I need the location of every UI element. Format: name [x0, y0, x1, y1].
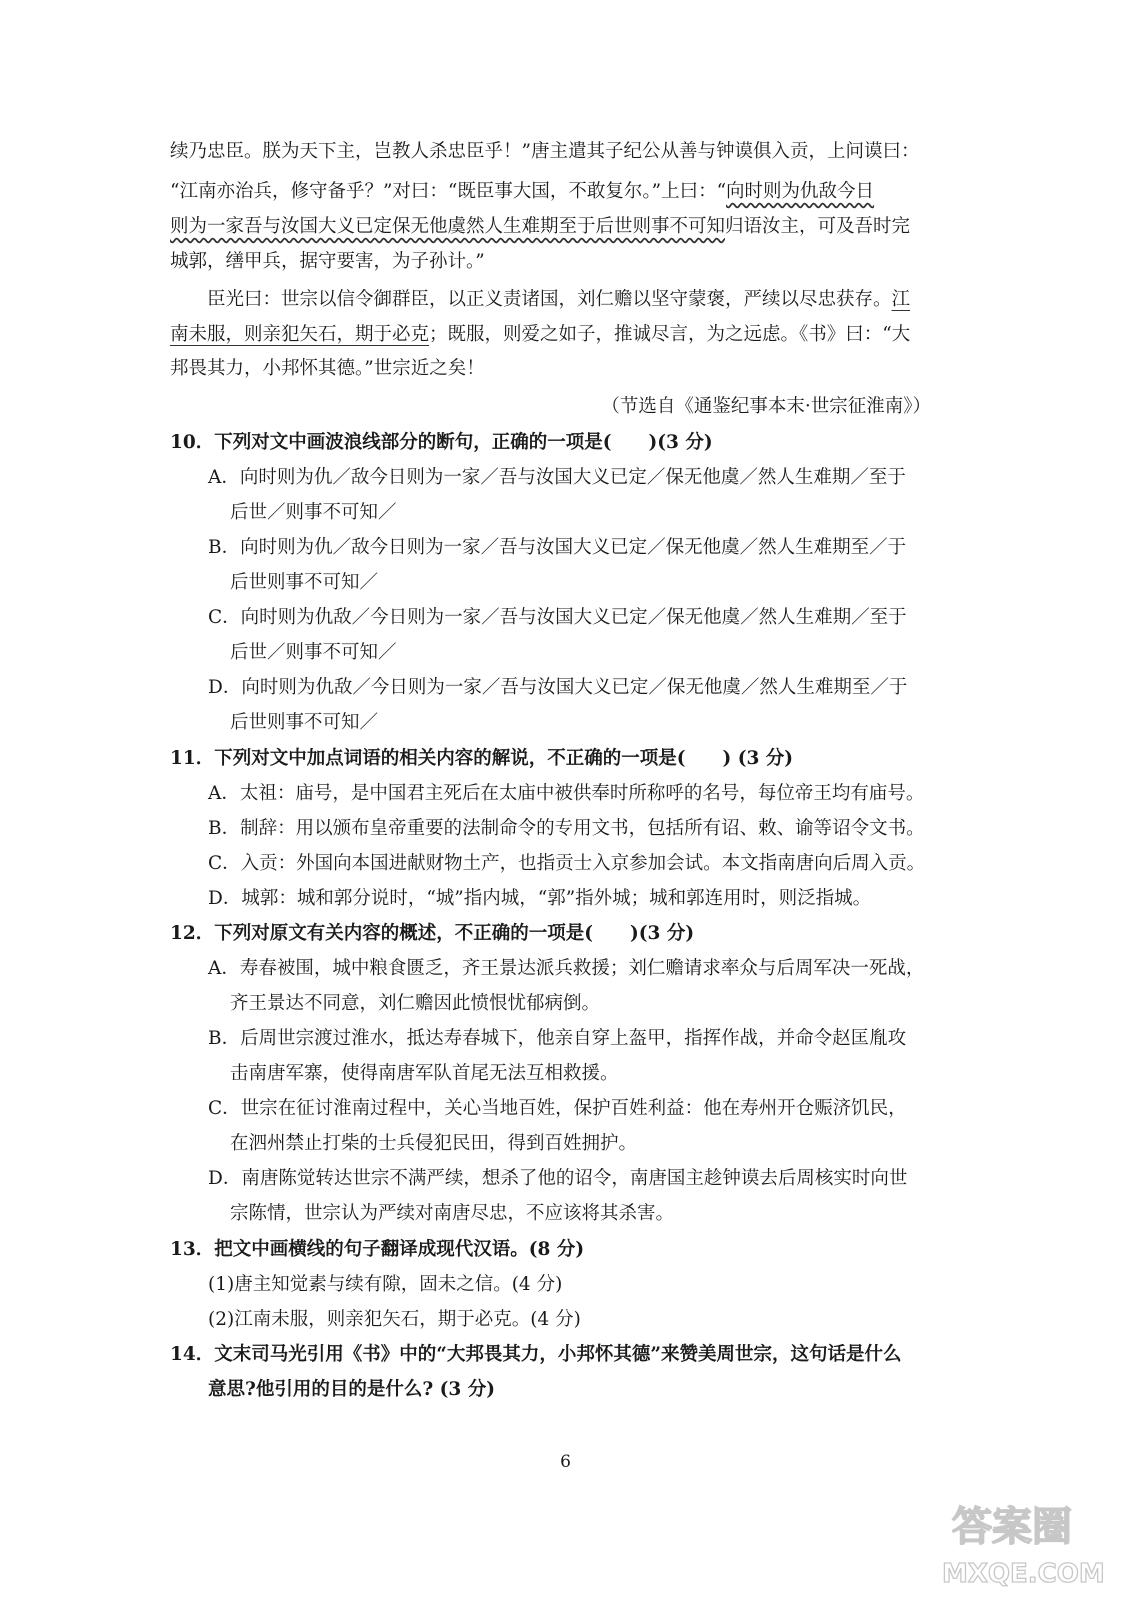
- q13-sentence-1: (1)唐主知觉素与续有隙，固未之信。(4 分): [208, 1274, 563, 1295]
- question-11-stem: 11．下列对文中加点词语的相关内容的解说，不正确的一项是( ) (3 分): [170, 748, 794, 769]
- q13-sentence-2: (2)江南未服，则亲犯矢石，期于必克。(4 分): [208, 1309, 581, 1330]
- passage-line-1: 续乃忠臣。朕为天下主，岂教人杀忠臣乎！”唐主遣其子纪公从善与钟谟俱入贡，上问谟曰：: [170, 141, 920, 162]
- q12-option-c-cont: 在泗州禁止打柴的士兵侵犯民田，得到百姓拥护。: [230, 1133, 638, 1154]
- passage-line-2-text: “江南亦治兵，修守备乎？”对曰：“既臣事大国，不敢复尔。”上曰：“: [170, 181, 727, 202]
- q12-option-d: D．南唐陈觉转达世宗不满严续，想杀了他的诏令，南唐国主趁钟谟去后周核实时向世: [208, 1168, 908, 1189]
- commentary-line-3: 邦畏其力，小邦怀其德。”世宗近之矣！: [170, 358, 485, 379]
- q10-option-c-cont: 后世／则事不可知／: [230, 642, 397, 663]
- q11-option-c: C．入贡：外国向本国进献财物土产，也指贡士入京参加会试。本文指南唐向后周入贡。: [208, 853, 926, 874]
- passage-line-2: [170, 177, 874, 203]
- commentary-line-2-text: ；既服，则爱之如子，推诚尽言，为之远虑。《书》曰：“大: [429, 324, 911, 345]
- wavy-underlined-segment-1: 向时则为仇敌今日: [726, 181, 875, 202]
- wavy-underlined-segment-2: 则为一家吾与汝国大义已定保无他虞然人生难期至于后世则事不可知: [170, 216, 726, 237]
- q11-option-d: D．城郭：城和郭分说时，“城”指内城，“郭”指外城；城和郭连用时，则泛指城。: [208, 888, 872, 909]
- q10-option-c: C．向时则为仇敌／今日则为一家／吾与汝国大义已定／保无他虞／然人生难期／至于: [208, 607, 907, 628]
- question-14-stem: 14．文末司马光引用《书》中的“大邦畏其力，小邦怀其德”来赞美周世宗，这句话是什么: [170, 1344, 902, 1365]
- q12-option-a: A．寿春被围，城中粮食匮乏，齐王景达派兵救援；刘仁赡请求率众与后周军决一死战，: [208, 958, 925, 979]
- commentary-line-2: [170, 320, 910, 346]
- page-number: 6: [560, 1452, 571, 1472]
- q12-option-b: B．后周世宗渡过淮水，抵达寿春城下，他亲自穿上盔甲，指挥作战，并命令赵匡胤攻: [208, 1028, 907, 1049]
- source-citation: （节选自《通鉴纪事本末·世宗征淮南》）: [601, 396, 931, 417]
- q12-option-a-cont: 齐王景达不同意，刘仁赡因此愤恨忧郁病倒。: [230, 993, 601, 1014]
- passage-line-3: [170, 212, 910, 238]
- passage-line-4: 城郭，缮甲兵，据守要害，为子孙计。”: [170, 251, 485, 272]
- q11-option-b: B．制辞：用以颁布皇帝重要的法制命令的专用文书，包括所有诏、敕、谕等诏令文书。: [208, 818, 925, 839]
- q12-option-b-cont: 击南唐军寨，使得南唐军队首尾无法互相救援。: [230, 1063, 619, 1084]
- q12-option-c: C．世宗在征讨淮南过程中，关心当地百姓，保护百姓利益：他在寿州开仓赈济饥民，: [208, 1098, 907, 1119]
- question-12-stem: 12．下列对原文有关内容的概述，不正确的一项是( )(3 分): [170, 923, 695, 944]
- q10-option-d: D．向时则为仇敌／今日则为一家／吾与汝国大义已定／保无他虞／然人生难期至／于: [208, 677, 908, 698]
- watermark-text-top: 答案圈: [952, 1504, 1072, 1550]
- q10-option-d-cont: 后世则事不可知／: [230, 712, 379, 733]
- passage-line-3-text: 归语汝主，可及吾时完: [725, 216, 911, 237]
- q10-option-b-cont: 后世则事不可知／: [230, 572, 379, 593]
- watermark-text-bottom: MXQE.COM: [942, 1559, 1105, 1589]
- watermark-graphic: [932, 1490, 1122, 1590]
- question-14-stem-cont: 意思?他引用的目的是什么? (3 分): [208, 1379, 495, 1400]
- q10-option-b: B．向时则为仇／敌今日则为一家／吾与汝国大义已定／保无他虞／然人生难期至／于: [208, 537, 907, 558]
- underlined-sentence: 南未服，则亲犯矢石，期于必克: [170, 324, 430, 345]
- question-13-stem: 13．把文中画横线的句子翻译成现代汉语。(8 分): [170, 1239, 585, 1260]
- commentary-text: 臣光曰：世宗以信令御群臣，以正义责诸国，刘仁赡以坚守蒙褒，严续以尽忠获存。: [207, 289, 892, 310]
- commentary-line-1: [207, 285, 910, 311]
- q10-option-a: A．向时则为仇／敌今日则为一家／吾与汝国大义已定／保无他虞／然人生难期／至于: [208, 467, 906, 488]
- q12-option-d-cont: 宗陈情，世宗认为严续对南唐尽忠，不应该将其杀害。: [230, 1203, 675, 1224]
- underlined-sentence-start: 江: [891, 289, 911, 310]
- question-10-stem: 10．下列对文中画波浪线部分的断句，正确的一项是( )(3 分): [170, 432, 713, 453]
- q10-option-a-cont: 后世／则事不可知／: [230, 502, 397, 523]
- q11-option-a: A．太祖：庙号，是中国君主死后在太庙中被供奉时所称呼的名号，每位帝王均有庙号。: [208, 783, 925, 804]
- watermark-logo: [932, 1490, 1122, 1590]
